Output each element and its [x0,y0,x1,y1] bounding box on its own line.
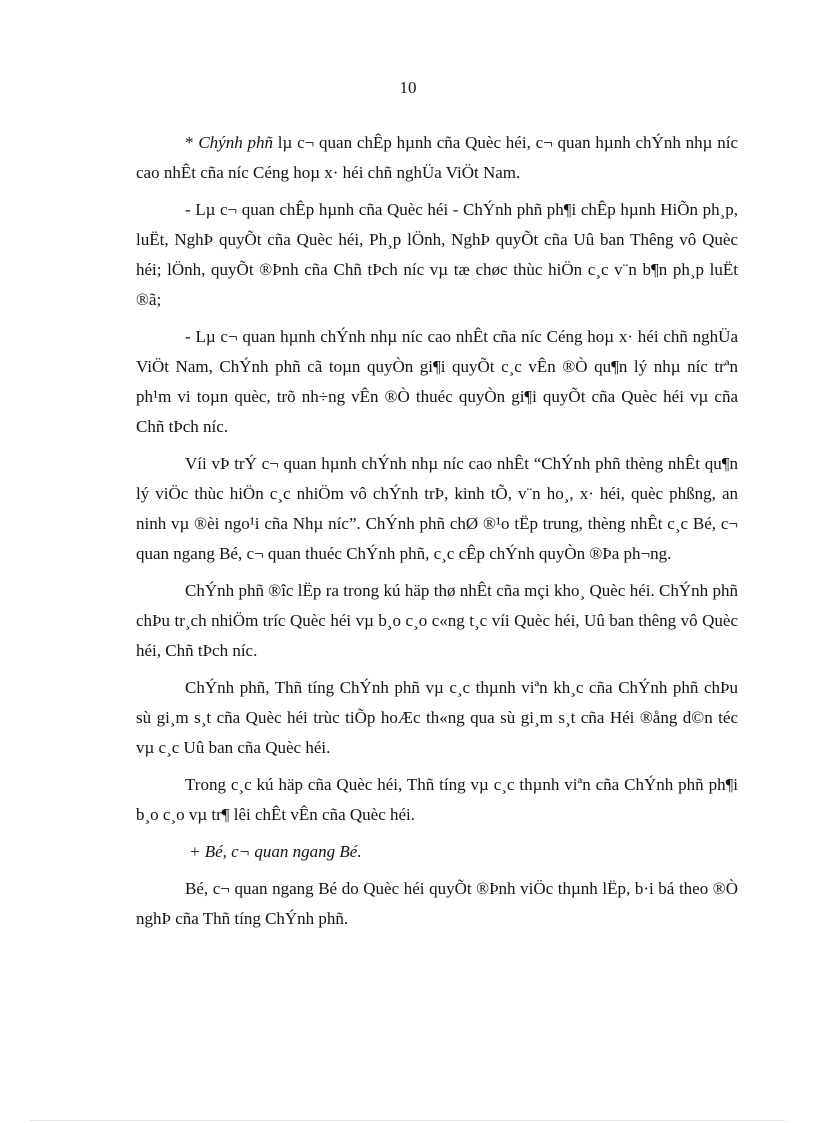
page-number: 10 [399,78,417,97]
paragraph: ChÝnh phñ ®îc lËp ra trong kú häp thø nhÊt cña mçi kho¸ Quèc héi. ChÝnh phñ chÞu tr¸ch nhiÖm tríc Quèc héi vµ b¸o c¸o c«ng t¸c víi Quèc héi, Uû ban thêng vô Quèc héi, Chñ tÞch níc. [136,581,738,660]
paragraph: Víi vÞ trÝ c¬ quan hµnh chÝnh nhµ níc cao nhÊt “ChÝnh phñ thèng nhÊt qu¶n lý viÖc thùc hiÖn c¸c nhiÖm vô chÝnh trÞ, kinh tÕ, v¨n ho¸, x· héi, quèc phßng, an ninh vµ ®èi ngo¹i cña Nhµ níc”. ChÝnh phñ chØ ®¹o tËp trung, thèng nhÊt c¸c Bé, c¬ quan ngang Bé, c¬ quan thuéc ChÝnh phñ, c¸c cÊp chÝnh quyÒn ®Þa ph¬ng. [136,454,738,563]
paragraph: ChÝnh phñ, Thñ tíng ChÝnh phñ vµ c¸c thµnh viªn kh¸c cña ChÝnh phñ chÞu sù gi¸m s¸t cña Quèc héi trùc tiÕp hoÆc th«ng qua sù gi¸m s¸t cña Héi ®ång d©n téc vµ c¸c Uû ban cña Quèc héi. [136,678,738,757]
paragraph [136,128,738,188]
paragraph-text: lµ c¬ quan chÊp hµnh cña Quèc héi, c¬ quan hµnh chÝnh nhµ níc cao nhÊt cña níc Céng hoµ x· héi chñ nghÜa ViÖt Nam. [136,133,738,182]
section-heading: + Bé, c¬ quan ngang Bé. [189,842,362,861]
paragraph: - Lµ c¬ quan hµnh chÝnh nhµ níc cao nhÊt cña níc Céng hoµ x· héi chñ nghÜa ViÖt Nam, ChÝnh phñ cã toµn quyÒn gi¶i quyÕt c¸c vÊn ®Ò qu¶n lý nhµ níc trªn ph¹m vi toµn quèc, trõ nh÷ng vÊn ®Ò thuéc quyÒn gi¶i quyÕt cña Quèc héi vµ cña Chñ tÞch níc. [136,327,738,436]
page-bottom-divider [30,1120,786,1121]
paragraph: Trong c¸c kú häp cña Quèc héi, Thñ tíng vµ c¸c thµnh viªn cña ChÝnh phñ ph¶i b¸o c¸o vµ tr¶ lêi chÊt vÊn cña Quèc héi. [136,775,738,824]
paragraph-lead: * [185,133,199,152]
paragraph: Bé, c¬ quan ngang Bé do Quèc héi quyÕt ®Þnh viÖc thµnh lËp, b·i bá theo ®Ò nghÞ cña Thñ tíng ChÝnh phñ. [136,879,738,928]
document-body [136,128,738,941]
paragraph-lead-italic: Chýnh phñ [198,133,273,152]
paragraph: - Lµ c¬ quan chÊp hµnh cña Quèc héi - ChÝnh phñ ph¶i chÊp hµnh HiÕn ph¸p, luËt, NghÞ quyÕt cña Quèc héi, Ph¸p lÖnh, NghÞ quyÕt cña Uû ban Thêng vô Quèc héi; lÖnh, quyÕt ®Þnh cña Chñ tÞch níc vµ tæ chøc thùc hiÖn c¸c v¨n b¶n ph¸p luËt ®ã; [136,200,738,309]
